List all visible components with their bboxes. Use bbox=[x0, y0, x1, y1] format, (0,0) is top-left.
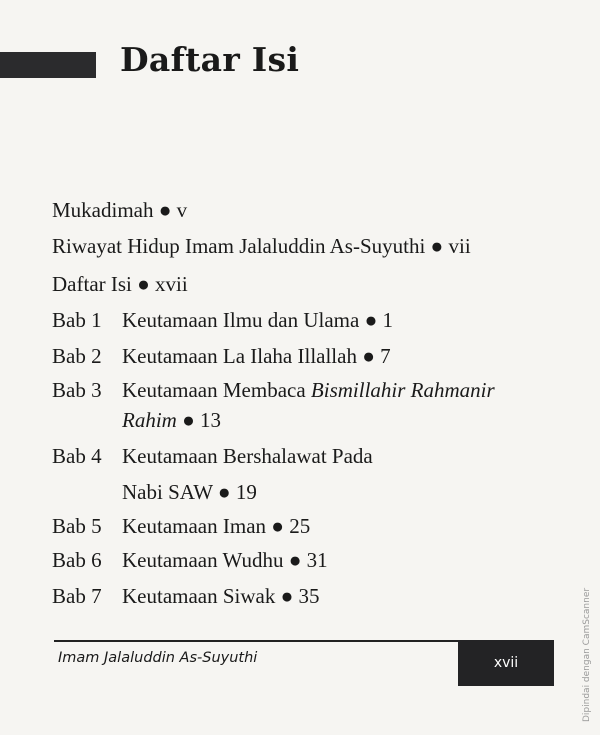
page-title: Daftar Isi bbox=[120, 40, 300, 79]
title-decor-bar bbox=[0, 52, 96, 78]
chapter-title: Keutamaan Siwak ● 35 bbox=[122, 584, 320, 608]
chapter-number: Bab 5 bbox=[52, 514, 102, 538]
toc-chapter bbox=[52, 378, 495, 403]
chapter-title: Keutamaan La Ilaha Illallah ● 7 bbox=[122, 344, 391, 368]
toc-chapter bbox=[52, 514, 310, 539]
chapter-number: Bab 6 bbox=[52, 548, 102, 572]
toc-entry: Riwayat Hidup Imam Jalaluddin As-Suyuthi ● vii bbox=[52, 234, 471, 258]
chapter-number: Bab 1 bbox=[52, 308, 102, 332]
page-number: xvii bbox=[493, 655, 519, 671]
chapter-number: Bab 2 bbox=[52, 344, 102, 368]
chapter-number: Bab 7 bbox=[52, 584, 102, 608]
toc-chapter bbox=[52, 308, 393, 333]
toc-chapter bbox=[52, 344, 391, 369]
chapter-title: Keutamaan Iman ● 25 bbox=[122, 514, 311, 538]
toc-entry: Daftar Isi ● xvii bbox=[52, 272, 188, 296]
scanner-watermark: Dipindai dengan CamScanner bbox=[582, 587, 592, 722]
toc-chapter bbox=[52, 548, 328, 573]
chapter-number: Bab 4 bbox=[52, 444, 102, 468]
chapter-title-italic: Rahim bbox=[122, 408, 177, 432]
toc-chapter bbox=[52, 584, 320, 609]
chapter-title: Keutamaan Membaca bbox=[122, 378, 311, 402]
chapter-title-italic: Bismillahir Rahmanir bbox=[310, 378, 495, 402]
page-number-box bbox=[458, 640, 554, 686]
chapter-page: ● 13 bbox=[176, 408, 222, 432]
toc-chapter-continuation: Nabi SAW ● 19 bbox=[122, 480, 257, 504]
footer-book-title: Imam Jalaluddin As-Suyuthi bbox=[58, 650, 258, 666]
toc-entry: Mukadimah ● v bbox=[52, 198, 188, 222]
chapter-title: Keutamaan Wudhu ● 31 bbox=[122, 548, 328, 572]
toc-chapter-continuation bbox=[122, 408, 221, 433]
chapter-title: Keutamaan Ilmu dan Ulama ● 1 bbox=[122, 308, 394, 332]
chapter-title: Keutamaan Bershalawat Pada bbox=[122, 444, 373, 468]
chapter-number: Bab 3 bbox=[52, 378, 102, 402]
toc-chapter bbox=[52, 444, 373, 469]
